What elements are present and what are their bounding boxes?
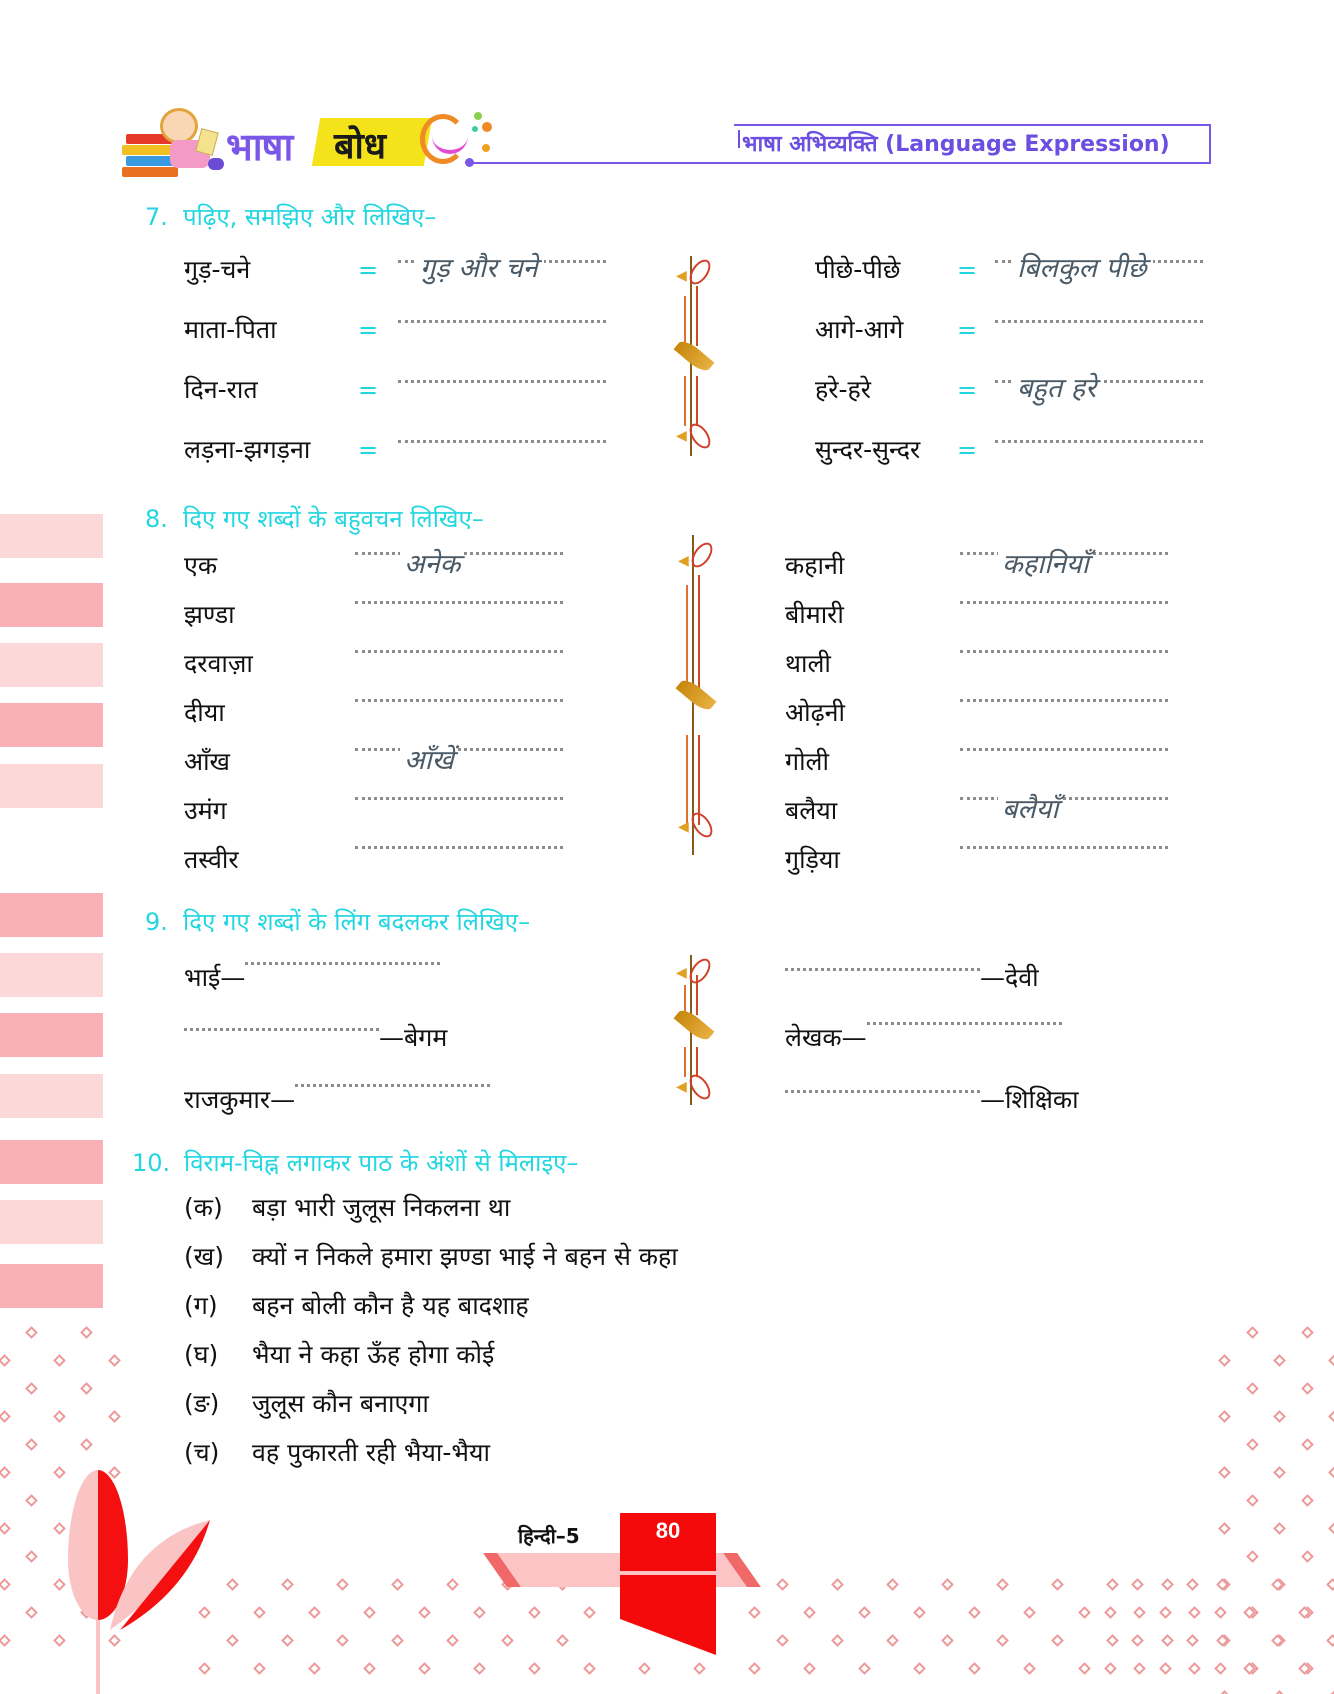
word-pair: हरे-हरे (815, 375, 872, 404)
logo-word-bodh: बोध (334, 126, 387, 167)
answer-blank[interactable] (785, 968, 980, 971)
book-title: हिन्दी–5 (518, 1524, 580, 1548)
gender-pair (785, 960, 1039, 994)
equals-sign: = (957, 256, 978, 284)
answer-blank[interactable] (960, 797, 1168, 800)
answer-blank[interactable] (295, 1084, 490, 1087)
answer-blank[interactable] (355, 748, 563, 751)
singular-word: झण्डा (184, 600, 235, 629)
singular-word: ओढ़नी (785, 698, 846, 727)
word-pair: गुड़-चने (184, 255, 251, 284)
decor-bar (0, 1264, 103, 1308)
given-word: राजकुमार— (184, 1085, 296, 1114)
item-label: (घ) (184, 1340, 219, 1369)
decor-bar (0, 514, 103, 558)
filled-answer: कहानियाँ (998, 544, 1093, 581)
item-text: वह पुकारती रही भैया-भैया (252, 1438, 490, 1467)
gender-pair (785, 1082, 1079, 1116)
filled-answer: बिलकुल पीछे (1011, 248, 1153, 285)
item-label: (क) (184, 1193, 223, 1222)
filled-answer: आँखें (400, 740, 458, 777)
singular-word: दरवाज़ा (184, 649, 253, 678)
answer-blank[interactable] (785, 1090, 980, 1093)
item-label: (च) (184, 1438, 220, 1467)
equals-sign: = (957, 376, 978, 404)
item-label: (ङ) (184, 1389, 220, 1418)
decor-bar (0, 1074, 103, 1118)
answer-blank[interactable] (398, 380, 606, 383)
decor-bar (0, 1200, 103, 1244)
singular-word: तस्वीर (184, 845, 239, 874)
word-pair: पीछे-पीछे (815, 255, 901, 284)
item-text: क्यों न निकले हमारा झण्डा भाई ने बहन से कहा (252, 1242, 678, 1271)
gender-pair (184, 1020, 447, 1054)
question-9-heading: 9. दिए गए शब्दों के लिंग बदलकर लिखिए– (145, 908, 531, 936)
given-word: —शिक्षिका (980, 1085, 1079, 1114)
answer-blank[interactable] (867, 1022, 1062, 1025)
answer-blank[interactable] (355, 699, 563, 702)
singular-word: आँख (184, 747, 231, 776)
equals-sign: = (358, 256, 379, 284)
answer-blank[interactable] (245, 962, 440, 965)
logo-word-bhasha: भाषा (226, 125, 293, 169)
answer-blank[interactable] (355, 650, 563, 653)
answer-blank[interactable] (355, 601, 563, 604)
item-label: (ख) (184, 1242, 224, 1271)
answer-blank[interactable] (995, 440, 1203, 443)
answer-blank[interactable] (184, 1028, 379, 1031)
singular-word: बीमारी (785, 600, 844, 629)
answer-blank[interactable] (960, 748, 1168, 751)
answer-blank[interactable] (960, 650, 1168, 653)
decor-bar (0, 643, 103, 687)
word-pair: आगे-आगे (815, 315, 904, 344)
item-text: बहन बोली कौन है यह बादशाह (252, 1291, 529, 1320)
item-label: (ग) (184, 1291, 218, 1320)
word-pair: लड़ना-झगड़ना (184, 435, 311, 464)
filled-answer: बहुत हरे (1011, 368, 1102, 405)
singular-word: बलैया (785, 796, 838, 825)
leaf-decoration (110, 1520, 240, 1630)
section-title: भाषा अभिव्यक्ति (Language Expression) (742, 132, 1170, 157)
answer-blank[interactable] (355, 846, 563, 849)
decor-bar (0, 953, 103, 997)
given-word: —बेगम (379, 1023, 448, 1052)
singular-word: गुड़िया (785, 845, 840, 874)
equals-sign: = (957, 316, 978, 344)
answer-blank[interactable] (398, 320, 606, 323)
equals-sign: = (358, 436, 379, 464)
given-word: भाई— (184, 963, 246, 992)
decor-bar (0, 764, 103, 808)
given-word: लेखक— (785, 1023, 867, 1052)
singular-word: कहानी (785, 551, 845, 580)
gender-pair (785, 1020, 1062, 1054)
item-text: भैया ने कहा ऊँह होगा कोई (252, 1340, 495, 1369)
item-text: जुलूस कौन बनाएगा (252, 1389, 429, 1418)
question-10-heading: 10. विराम-चिह्न लगाकर पाठ के अंशों से मिलाइए– (132, 1149, 579, 1177)
word-pair: दिन-रात (184, 375, 258, 404)
answer-blank[interactable] (398, 440, 606, 443)
decor-bar (0, 583, 103, 627)
decor-bar (0, 1013, 103, 1057)
answer-blank[interactable] (960, 699, 1168, 702)
given-word: —देवी (980, 963, 1039, 992)
equals-sign: = (358, 376, 379, 404)
answer-blank[interactable] (995, 320, 1203, 323)
girl-reading-icon (160, 108, 198, 144)
question-7-heading: 7. पढ़िए, समझिए और लिखिए– (145, 203, 437, 231)
decor-bar (0, 1140, 103, 1184)
decor-bar (0, 703, 103, 747)
singular-word: उमंग (184, 796, 227, 825)
filled-answer: अनेक (400, 544, 464, 581)
page-number: 80 (655, 1518, 681, 1543)
vine-ornament: ◀ ◀ (668, 955, 718, 1105)
sentence-item (184, 1337, 494, 1371)
sentence-item (184, 1386, 429, 1420)
sentence-item (184, 1190, 510, 1224)
sentence-item (184, 1435, 490, 1469)
decor-bar (0, 893, 103, 937)
vine-ornament: ◀ ◀ (668, 256, 718, 456)
sentence-item (184, 1288, 529, 1322)
gender-pair (184, 960, 440, 994)
equals-sign: = (957, 436, 978, 464)
bhasha-bodh-logo (120, 100, 480, 180)
vine-ornament: ◀ ◀ (670, 535, 720, 855)
singular-word: थाली (785, 649, 831, 678)
singular-word: एक (184, 551, 218, 580)
singular-word: गोली (785, 747, 829, 776)
answer-blank[interactable] (355, 797, 563, 800)
sentence-item (184, 1239, 678, 1273)
answer-blank[interactable] (960, 601, 1168, 604)
word-pair: सुन्दर-सुन्दर (815, 435, 921, 464)
question-8-heading: 8. दिए गए शब्दों के बहुवचन लिखिए– (145, 505, 484, 533)
filled-answer: गुड़ और चने (414, 248, 544, 285)
item-text: बड़ा भारी जुलूस निकलना था (252, 1193, 511, 1222)
answer-blank[interactable] (960, 846, 1168, 849)
word-pair: माता-पिता (184, 315, 277, 344)
gender-pair (184, 1082, 490, 1116)
equals-sign: = (358, 316, 379, 344)
singular-word: दीया (184, 698, 225, 727)
filled-answer: बलैयाँ (998, 789, 1062, 826)
